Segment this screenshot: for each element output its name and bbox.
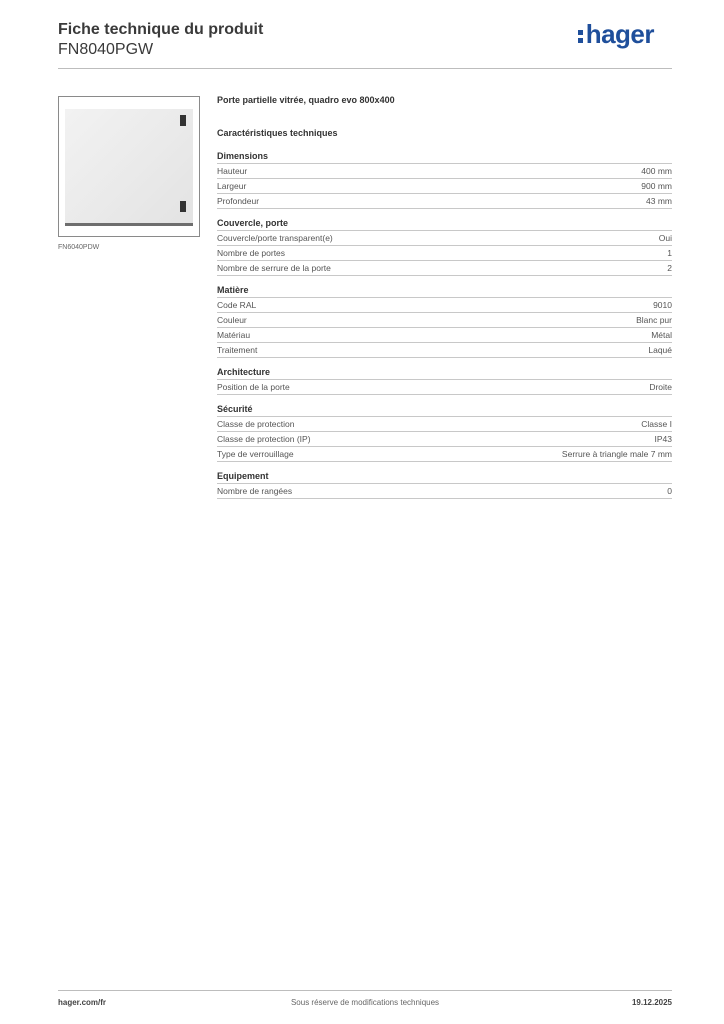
spec-label: Nombre de rangées <box>217 486 293 496</box>
spec-row <box>217 483 672 499</box>
product-reference: FN8040PGW <box>58 41 154 58</box>
section-heading: Sécurité <box>217 404 253 414</box>
spec-value: 2 <box>667 263 672 273</box>
section-heading: Dimensions <box>217 151 269 161</box>
product-name: Porte partielle vitrée, quadro evo 800x400 <box>217 95 395 105</box>
spec-row <box>217 446 672 462</box>
spec-label: Type de verrouillage <box>217 449 294 459</box>
spec-label: Nombre de portes <box>217 248 286 258</box>
logo-dots-icon <box>578 27 584 46</box>
spec-label: Classe de protection <box>217 419 295 429</box>
spec-section <box>217 284 672 358</box>
footer-notice: Sous réserve de modifications techniques <box>290 998 440 1007</box>
spec-row <box>217 230 672 245</box>
spec-label: Hauteur <box>217 166 248 176</box>
header-divider <box>58 68 672 69</box>
product-image <box>58 96 200 237</box>
spec-row <box>217 342 672 358</box>
door-panel <box>65 109 193 225</box>
section-heading: Architecture <box>217 367 271 377</box>
spec-section <box>217 217 672 276</box>
image-caption: FN6040PDW <box>58 244 100 251</box>
spec-value: 43 mm <box>646 196 672 206</box>
spec-label: Code RAL <box>217 300 257 310</box>
spec-label: Position de la porte <box>217 382 290 392</box>
spec-label: Nombre de serrure de la porte <box>217 263 331 273</box>
spec-section <box>217 366 672 395</box>
spec-value: Serrure à triangle male 7 mm <box>561 449 672 459</box>
spec-row <box>217 379 672 395</box>
spec-sections <box>217 150 672 499</box>
door-bottom-edge <box>65 223 193 226</box>
footer-date: 19.12.2025 <box>631 998 672 1007</box>
lock-bottom-icon <box>180 201 186 212</box>
spec-section <box>217 403 672 462</box>
page-header <box>58 20 672 68</box>
page-title: Fiche technique du produit <box>58 21 264 38</box>
footer-divider <box>58 990 672 991</box>
spec-row <box>217 416 672 431</box>
spec-value: Blanc pur <box>636 315 672 325</box>
spec-value: Classe I <box>641 419 672 429</box>
spec-value: Métal <box>651 330 672 340</box>
spec-row <box>217 431 672 446</box>
section-heading: Matière <box>217 285 249 295</box>
spec-value: 900 mm <box>641 181 672 191</box>
section-heading: Couvercle, porte <box>217 218 289 228</box>
spec-section <box>217 150 672 209</box>
spec-row <box>217 245 672 260</box>
spec-value: Oui <box>658 233 672 243</box>
spec-row <box>217 163 672 178</box>
spec-label: Couvercle/porte transparent(e) <box>217 233 333 243</box>
spec-value: 9010 <box>653 300 672 310</box>
spec-label: Couleur <box>217 315 247 325</box>
hager-logo <box>578 20 654 48</box>
spec-value: 400 mm <box>641 166 672 176</box>
spec-content <box>217 95 672 507</box>
spec-value: Laqué <box>648 345 672 355</box>
spec-section <box>217 470 672 499</box>
footer-website: hager.com/fr <box>58 998 107 1007</box>
logo-text: hager <box>585 19 654 49</box>
spec-value: IP43 <box>654 434 672 444</box>
spec-row <box>217 193 672 209</box>
spec-row <box>217 312 672 327</box>
spec-value: 1 <box>667 248 672 258</box>
spec-label: Traitement <box>217 345 258 355</box>
spec-row <box>217 297 672 312</box>
spec-row <box>217 327 672 342</box>
spec-value: Droite <box>649 382 672 392</box>
spec-value: 0 <box>667 486 672 496</box>
section-heading: Equipement <box>217 471 269 481</box>
lock-top-icon <box>180 115 186 126</box>
spec-label: Largeur <box>217 181 247 191</box>
spec-label: Profondeur <box>217 196 260 206</box>
spec-label: Matériau <box>217 330 251 340</box>
spec-row <box>217 260 672 276</box>
spec-label: Classe de protection (IP) <box>217 434 311 444</box>
specs-title: Caractéristiques techniques <box>217 128 338 138</box>
spec-row <box>217 178 672 193</box>
